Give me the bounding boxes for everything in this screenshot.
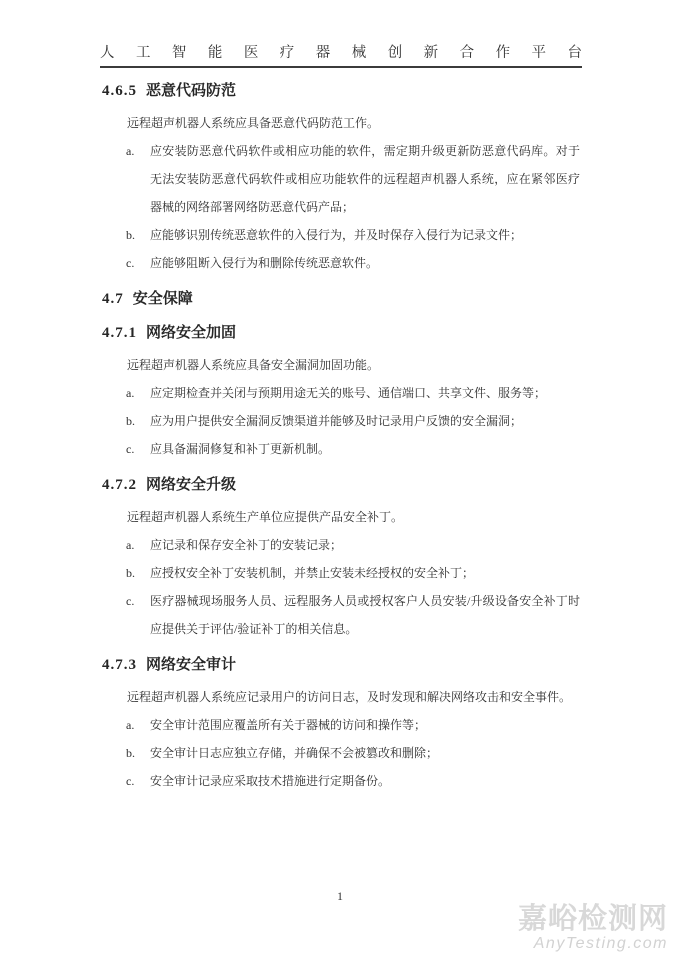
list-item: [126, 407, 580, 435]
list-item-marker: b.: [126, 228, 135, 242]
list-item-marker: c.: [126, 594, 135, 608]
requirement-list: [126, 137, 580, 277]
list-item-text: 应记录和保存安全补丁的安装记录；: [150, 538, 343, 552]
list-item-text: 应授权安全补丁安装机制，并禁止安装未经授权的安全补丁；: [150, 566, 475, 580]
section-number: 4.6.5: [102, 83, 137, 99]
section-heading-4-7: [102, 287, 580, 311]
list-item-text: 应为用户提供安全漏洞反馈渠道并能够及时记录用户反馈的安全漏洞；: [150, 414, 523, 428]
list-item-marker: a.: [126, 144, 135, 158]
requirement-list: [126, 711, 580, 795]
section-title: 网络安全加固: [146, 325, 237, 341]
list-item-text: 安全审计范围应覆盖所有关于器械的访问和操作等；: [150, 718, 427, 732]
section-number: 4.7.3: [102, 657, 137, 673]
list-item-marker: b.: [126, 746, 135, 760]
list-item: [126, 221, 580, 249]
section-number: 4.7: [102, 291, 124, 307]
page-number: 1: [337, 889, 343, 903]
section-intro: 远程超声机器人系统应记录用户的访问日志，及时发现和解决网络攻击和安全事件。: [127, 690, 572, 704]
requirement-list: [126, 531, 580, 643]
section-heading-4-6-5: [102, 79, 580, 103]
watermark-domain: AnyTesting.com: [533, 935, 668, 952]
list-item-text: 安全审计记录应采取技术措施进行定期备份。: [150, 774, 391, 788]
section-heading-4-7-3: [102, 653, 580, 677]
requirement-list: [126, 379, 580, 463]
section-title: 安全保障: [132, 291, 193, 307]
section-intro: 远程超声机器人系统应具备安全漏洞加固功能。: [127, 358, 380, 372]
list-item-marker: b.: [126, 414, 135, 428]
list-item: [126, 587, 580, 643]
header-rule: [100, 66, 582, 68]
list-item-text: 安全审计日志应独立存储，并确保不会被篡改和删除；: [150, 746, 439, 760]
list-item: [126, 739, 580, 767]
list-item-marker: a.: [126, 386, 135, 400]
list-item: [126, 559, 580, 587]
document-body: [102, 69, 580, 795]
list-item-text: 医疗器械现场服务人员、远程服务人员或授权客户人员安装/升级设备安全补丁时应提供关于评估/验证补丁的相关信息。: [150, 594, 580, 636]
list-item: [126, 137, 580, 221]
list-item-marker: a.: [126, 718, 135, 732]
watermark: [518, 904, 668, 953]
section-intro: 远程超声机器人系统应具备恶意代码防范工作。: [127, 116, 380, 130]
section-title: 网络安全升级: [146, 477, 237, 493]
header-title: 人工智能医疗器械创新合作平台: [100, 45, 582, 61]
list-item-marker: a.: [126, 538, 135, 552]
watermark-site-name: 嘉峪检测网: [517, 903, 668, 935]
section-heading-4-7-2: [102, 473, 580, 497]
section-title: 网络安全审计: [146, 657, 237, 673]
section-number: 4.7.2: [102, 477, 137, 493]
page-header: [100, 44, 582, 68]
list-item-text: 应能够阻断入侵行为和删除传统恶意软件。: [150, 256, 379, 270]
list-item-marker: c.: [126, 442, 135, 456]
section-heading-4-7-1: [102, 321, 580, 345]
list-item-marker: b.: [126, 566, 135, 580]
list-item: [126, 249, 580, 277]
list-item-text: 应定期检查并关闭与预期用途无关的账号、通信端口、共享文件、服务等；: [150, 386, 547, 400]
list-item: [126, 435, 580, 463]
list-item-text: 应安装防恶意代码软件或相应功能的软件，需定期升级更新防恶意代码库。对于无法安装防恶意代码软件或相应功能软件的远程超声机器人系统，应在紧邻医疗器械的网络部署网络防恶意代码产品；: [150, 144, 580, 214]
section-title: 恶意代码防范: [146, 83, 237, 99]
list-item: [126, 531, 580, 559]
list-item: [126, 379, 580, 407]
list-item: [126, 767, 580, 795]
list-item-marker: c.: [126, 774, 135, 788]
list-item-marker: c.: [126, 256, 135, 270]
list-item-text: 应具备漏洞修复和补丁更新机制。: [150, 442, 331, 456]
section-intro: 远程超声机器人系统生产单位应提供产品安全补丁。: [127, 510, 404, 524]
list-item-text: 应能够识别传统恶意软件的入侵行为，并及时保存入侵行为记录文件；: [150, 228, 523, 242]
list-item: [126, 711, 580, 739]
section-number: 4.7.1: [102, 325, 137, 341]
